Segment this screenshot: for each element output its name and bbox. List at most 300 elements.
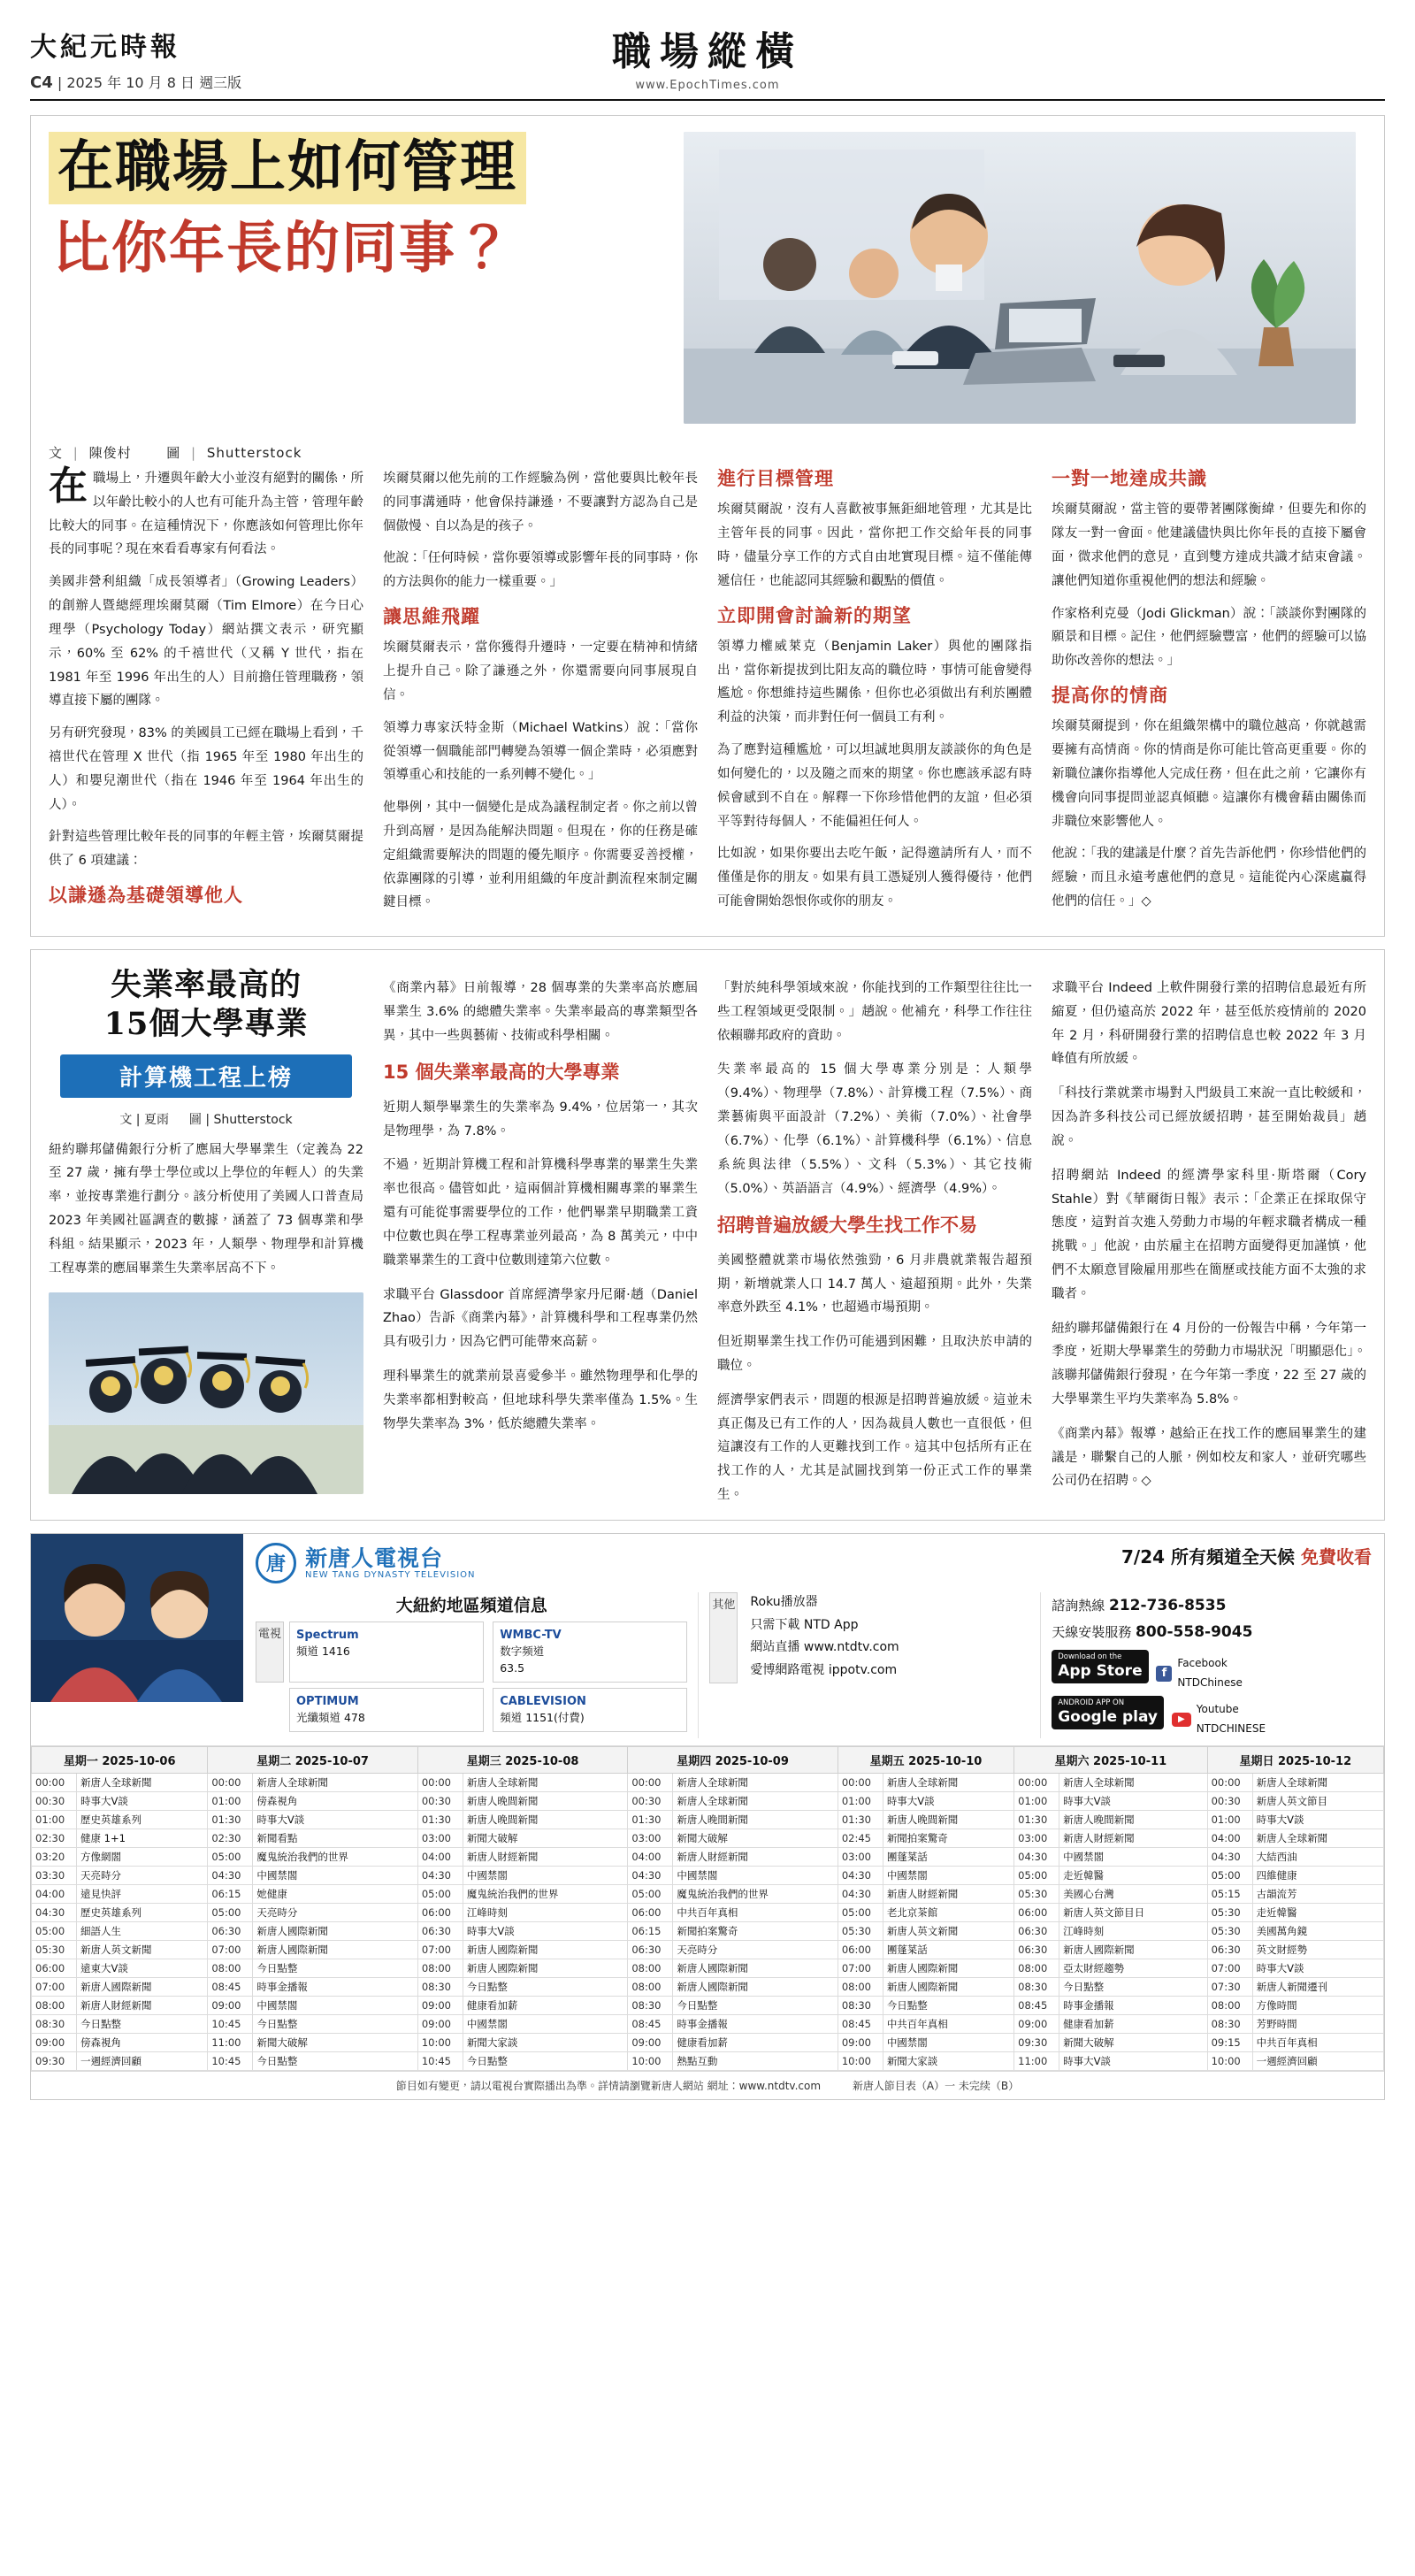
schedule-time: 09:15 bbox=[1207, 2034, 1252, 2052]
masthead-left bbox=[30, 34, 322, 92]
publication-logo: 大紀元時報 bbox=[30, 32, 180, 63]
schedule-day-header: 星期一 2025-10-06 bbox=[32, 1747, 208, 1774]
schedule-time: 10:00 bbox=[838, 2052, 883, 2071]
schedule-program: 新唐人財經新聞 bbox=[77, 1997, 208, 2015]
ad-brand-name-en: NEW TANG DYNASTY TELEVISION bbox=[305, 1570, 476, 1581]
channel-brand: OPTIMUM bbox=[296, 1694, 359, 1708]
schedule-time: 09:00 bbox=[417, 2015, 463, 2034]
schedule-time: 01:00 bbox=[208, 1792, 253, 1811]
schedule-time: 08:00 bbox=[838, 1978, 883, 1997]
schedule-program: 新唐人英文新聞 bbox=[77, 1941, 208, 1959]
schedule-time: 00:00 bbox=[628, 1774, 673, 1792]
paragraph: 但近期畢業生找工作仍可能遇到困難，且取決於申請的職位。 bbox=[717, 1335, 1032, 1373]
paragraph: 領導力權威萊克（Benjamin Laker）與他的團隊指出，當你新提拔到比阳友高的職位時，事情可能會變得尷尬。你想維持這些關係，但你也必須做出有利於團體利益的決策，而非對任何一個員工有利。 bbox=[717, 639, 1032, 725]
channel-line-2: 63.5 bbox=[500, 1661, 525, 1675]
ad-other-line: 只需下載 NTD App bbox=[750, 1617, 859, 1632]
schedule-time: 01:00 bbox=[1207, 1811, 1252, 1829]
schedule-row bbox=[32, 1959, 1384, 1978]
lead-paragraph bbox=[49, 464, 363, 562]
schedule-program: 一週經濟回顧 bbox=[77, 2052, 208, 2071]
ad-channels-title: 大紐約地區頻道信息 bbox=[395, 1595, 547, 1615]
ad-tagline-highlight: 免費收看 bbox=[1301, 1545, 1372, 1568]
schedule-time: 06:30 bbox=[1014, 1941, 1059, 1959]
schedule-program: 今日點整 bbox=[883, 1997, 1013, 2015]
schedule-time: 09:30 bbox=[32, 2052, 77, 2071]
lead-text: 職場上，升遷與年齡大小並沒有絕對的關係，所以年齡比較小的人也有可能升為主管，管理年齡比較大的同事。在這種情況下，你應該如何管理比你年長的同事呢？現在來看看專家有何看法。 bbox=[49, 472, 363, 557]
schedule-time: 06:00 bbox=[32, 1959, 77, 1978]
graduates-photo-illustration bbox=[49, 1292, 363, 1494]
schedule-time: 09:00 bbox=[1014, 2015, 1059, 2034]
schedule-time: 08:00 bbox=[1207, 1997, 1252, 2015]
schedule-program: 新唐人財經新聞 bbox=[463, 1848, 627, 1867]
schedule-time: 03:00 bbox=[628, 1829, 673, 1848]
schedule-program: 今日點整 bbox=[253, 2052, 417, 2071]
schedule-row bbox=[32, 1848, 1384, 1867]
paragraph: 求職平台 Indeed 上軟件開發行業的招聘信息最近有所縮夏，但仍遠高於 2022 年，甚至低於疫情前的 2020 年 2 月，科研開發行業的招聘信息也較 2022 年 3 月峰值有所放緩。 bbox=[1052, 981, 1366, 1067]
schedule-program: 天亮時分 bbox=[673, 1941, 838, 1959]
schedule-program: 今日點整 bbox=[463, 1978, 627, 1997]
schedule-program: 新唐人全球新聞 bbox=[673, 1774, 838, 1792]
masthead-meta: C4 | 2025 年 10 月 8 日 週三版 bbox=[30, 73, 242, 92]
schedule-program: 新唐人國際新聞 bbox=[253, 1941, 417, 1959]
hero-photo-illustration bbox=[684, 132, 1356, 424]
schedule-time: 08:30 bbox=[32, 2015, 77, 2034]
schedule-time: 00:30 bbox=[628, 1792, 673, 1811]
schedule-program: 健康看加薪 bbox=[463, 1997, 627, 2015]
schedule-program: 新聞大家談 bbox=[463, 2034, 627, 2052]
page-number: C4 bbox=[30, 73, 53, 92]
section-heading: 以謙遜為基礎領導他人 bbox=[49, 885, 243, 906]
schedule-row bbox=[32, 1792, 1384, 1811]
schedule-time: 06:30 bbox=[1207, 1941, 1252, 1959]
secondary-article bbox=[30, 949, 1385, 1521]
schedule-time: 01:30 bbox=[838, 1811, 883, 1829]
schedule-time: 05:00 bbox=[1207, 1867, 1252, 1885]
schedule-time: 05:00 bbox=[208, 1848, 253, 1867]
schedule-program: 新聞大破解 bbox=[673, 1829, 838, 1848]
schedule-program: 歷史英雄系列 bbox=[77, 1904, 208, 1922]
article-byline: 文 | 陳俊村 圖 | Shutterstock bbox=[49, 445, 302, 461]
schedule-time: 05:00 bbox=[838, 1904, 883, 1922]
headline-line-1: 在職場上如何管理 bbox=[57, 134, 517, 199]
schedule-time: 04:00 bbox=[417, 1848, 463, 1867]
schedule-time: 04:30 bbox=[417, 1867, 463, 1885]
schedule-time: 03:00 bbox=[838, 1848, 883, 1867]
schedule-time: 05:00 bbox=[417, 1885, 463, 1904]
facebook-icon: f bbox=[1156, 1666, 1172, 1682]
schedule-program: 古韻流芳 bbox=[1252, 1885, 1383, 1904]
ad-top-section bbox=[31, 1534, 1384, 1747]
schedule-time: 07:00 bbox=[1207, 1959, 1252, 1978]
schedule-program: 中國禁閣 bbox=[253, 1997, 417, 2015]
schedule-time: 08:00 bbox=[32, 1997, 77, 2015]
schedule-program: 遠東大V談 bbox=[77, 1959, 208, 1978]
paragraph: 作家格利克曼（Jodi Glickman）說：「談談你對團隊的願景和目標。記住，他們經驗豐富，他們的經驗可以協助你改善你的想法。」 bbox=[1052, 606, 1366, 669]
schedule-time: 09:00 bbox=[628, 2034, 673, 2052]
schedule-program: 新唐人全球新聞 bbox=[253, 1774, 417, 1792]
ad-footer bbox=[31, 2071, 1384, 2099]
schedule-program: 江峰時刻 bbox=[463, 1904, 627, 1922]
schedule-program: 方像時間 bbox=[1252, 1997, 1383, 2015]
byline-image-credit: Shutterstock bbox=[206, 445, 302, 461]
schedule-program: 新唐人全球新聞 bbox=[1252, 1774, 1383, 1792]
schedule-program: 新唐人晚間新聞 bbox=[463, 1811, 627, 1829]
headline-text bbox=[49, 132, 668, 424]
schedule-time: 03:00 bbox=[417, 1829, 463, 1848]
schedule-time: 06:00 bbox=[628, 1904, 673, 1922]
schedule-time: 08:30 bbox=[628, 1997, 673, 2015]
channel-line-1: 頻道 1416 bbox=[296, 1644, 350, 1659]
schedule-program: 新聞大破解 bbox=[1059, 2034, 1207, 2052]
schedule-program: 魔鬼統治我們的世界 bbox=[673, 1885, 838, 1904]
schedule-program: 她健康 bbox=[253, 1885, 417, 1904]
schedule-time: 03:30 bbox=[32, 1867, 77, 1885]
schedule-time: 07:30 bbox=[1207, 1978, 1252, 1997]
section-heading: 提高你的情商 bbox=[1052, 684, 1168, 706]
schedule-time: 07:00 bbox=[417, 1941, 463, 1959]
schedule-program: 走近韓醫 bbox=[1059, 1867, 1207, 1885]
schedule-time: 00:00 bbox=[417, 1774, 463, 1792]
schedule-time: 07:00 bbox=[32, 1978, 77, 1997]
schedule-time: 08:30 bbox=[838, 1997, 883, 2015]
issue-date: 2025 年 10 月 8 日 週三版 bbox=[66, 74, 242, 91]
schedule-time: 05:30 bbox=[838, 1922, 883, 1941]
schedule-program: 時事金播報 bbox=[253, 1978, 417, 1997]
paragraph: 失業率最高的 15 個大學專業分別是：人類學（9.4%）、物理學（7.8%）、計算機工程（7.5%）、商業藝術與平面設計（7.2%）、美術（7.0%）、社會學（6.7%）、化學（6.1%）、計算機科學（6.1%）、信息系統與法律（5.5%）、文科（5.3%）、其它技術（5.0%）、英語語言（4.9%）、經濟學（4.9%）。 bbox=[717, 1062, 1032, 1196]
paragraph: 「科技行業就業市場對入門級員工來說一直比較緩和，因為許多科技公司已經放緩招聘，甚至開始裁員」趙說。 bbox=[1052, 1086, 1366, 1148]
schedule-program: 今日點整 bbox=[1059, 1978, 1207, 1997]
paragraph: 他說：「我的建議是什麼？首先告訴他們，你珍惜他們的經驗，而且永遠考慮他們的意見。這能從內心深處贏得他們的信任。」◇ bbox=[1052, 847, 1366, 908]
headline-block bbox=[49, 132, 1366, 424]
schedule-time: 05:15 bbox=[1207, 1885, 1252, 1904]
schedule-time: 04:00 bbox=[1207, 1829, 1252, 1848]
ad-brand bbox=[256, 1543, 1372, 1583]
paragraph: 埃爾莫爾說，沒有人喜歡被事無鉅細地管理，尤其是比主管年長的同事。因此，當你把工作交給年長的同事時，儘量分享工作的方式自由地實現目標。這不僅能傳遞信任，也能認同其經驗和觀點的價值。 bbox=[717, 502, 1032, 588]
hotline-number[interactable]: 212-736-8535 bbox=[1109, 1596, 1227, 1614]
headline-line-2: 比你年長的同事？ bbox=[54, 215, 514, 281]
section-heading: 立即開會討論新的期望 bbox=[717, 604, 912, 626]
schedule-program: 大結西油 bbox=[1252, 1848, 1383, 1867]
schedule-program: 新聞大家談 bbox=[883, 2052, 1013, 2071]
schedule-time: 09:00 bbox=[32, 2034, 77, 2052]
schedule-row bbox=[32, 1829, 1384, 1848]
schedule-program: 新聞大破解 bbox=[463, 1829, 627, 1848]
schedule-time: 05:30 bbox=[32, 1941, 77, 1959]
schedule-time: 01:30 bbox=[1014, 1811, 1059, 1829]
schedule-program: 中國禁閣 bbox=[883, 1867, 1013, 1885]
schedule-program: 一週經濟回顧 bbox=[1252, 2052, 1383, 2071]
schedule-row bbox=[32, 2015, 1384, 2034]
schedule-program: 今日點整 bbox=[463, 2052, 627, 2071]
ntd-advertisement bbox=[30, 1533, 1385, 2101]
paragraph: 為了應對這種尷尬，可以坦誠地與朋友談談你的角色是如何變化的，以及隨之而來的期望。你也應該承認有時候會感到不自在。解釋一下你珍惜他們的友誼，但必須平等對待每個人，不能偏袒任何人。 bbox=[717, 743, 1032, 829]
schedule-program: 天亮時分 bbox=[77, 1867, 208, 1885]
ad-anchors-photo bbox=[31, 1534, 243, 1702]
ad-anchors-illustration bbox=[31, 1534, 243, 1702]
app-store-small: Download on the bbox=[1058, 1652, 1122, 1662]
schedule-program: 新唐人國際新聞 bbox=[253, 1922, 417, 1941]
schedule-program: 傍森視角 bbox=[77, 2034, 208, 2052]
schedule-time: 00:30 bbox=[32, 1792, 77, 1811]
ad-other-block bbox=[698, 1592, 1029, 1739]
ad-footer-right: 新唐人節目表（A）一 未完续（B） bbox=[852, 2080, 1020, 2093]
schedule-row bbox=[32, 2052, 1384, 2071]
schedule-time: 01:30 bbox=[628, 1811, 673, 1829]
secondary-headline-line-2: 15個大學專業 bbox=[103, 1005, 309, 1042]
paragraph: 他舉例，其中一個變化是成為議程制定者。你之前以曾升到高層，是因為能解決問題。但現在，你的任務是確定組織需要解決的問題的優先順序。你需要妥善授權，依靠團隊的引導，並利用組織的年度計劃流程來制定關鍵目標。 bbox=[383, 801, 698, 910]
schedule-program: 新唐人國際新聞 bbox=[77, 1978, 208, 1997]
schedule-day-header: 星期二 2025-10-07 bbox=[208, 1747, 417, 1774]
schedule-time: 01:30 bbox=[208, 1811, 253, 1829]
section-heading: 進行目標管理 bbox=[717, 468, 834, 489]
schedule-program: 芳野時間 bbox=[1252, 2015, 1383, 2034]
schedule-time: 08:00 bbox=[208, 1959, 253, 1978]
schedule-time: 06:30 bbox=[208, 1922, 253, 1941]
schedule-time: 00:00 bbox=[208, 1774, 253, 1792]
paragraph: 埃爾莫爾表示，當你獲得升遷時，一定要在精神和情緒上提升自己。除了謙遜之外，你還需要向同事展現自信。 bbox=[383, 640, 698, 702]
schedule-time: 04:30 bbox=[208, 1867, 253, 1885]
schedule-time: 10:00 bbox=[417, 2034, 463, 2052]
schedule-program: 新聞拍案驚奇 bbox=[883, 1829, 1013, 1848]
paragraph: 美國整體就業市場依然強勁，6 月非農就業報告超預期，新增就業人口 14.7 萬人、遠超預期。此外，失業率意外跌至 4.1%，也超過市場預期。 bbox=[717, 1253, 1032, 1315]
schedule-program: 魔鬼統治我們的世界 bbox=[253, 1848, 417, 1867]
paragraph: 求職平台 Glassdoor 首席經濟學家丹尼爾·趙（Daniel Zhao）告訴《商業內幕》，計算機科學和工程專業仍然具有吸引力，因為它們可能帶來高薪。 bbox=[383, 1287, 698, 1350]
schedule-program: 中共百年真相 bbox=[1252, 2034, 1383, 2052]
schedule-time: 01:00 bbox=[32, 1811, 77, 1829]
ad-channels-row bbox=[256, 1622, 687, 1683]
ntd-logo-icon: 唐 bbox=[256, 1543, 296, 1583]
paragraph: 埃爾莫爾提到，你在組織架構中的職位越高，你就越需要擁有高情商。你的情商是你可能比管高更重要。你的新職位讓你指導他人完成任務，但在此之前，它讓你有機會向同事提問並認真傾聽。這讓你有機會藉由關係而非職位來影響他人。 bbox=[1052, 719, 1366, 829]
schedule-time: 06:30 bbox=[417, 1922, 463, 1941]
schedule-program: 新唐人國際新聞 bbox=[883, 1978, 1013, 1997]
schedule-time: 08:45 bbox=[1014, 1997, 1059, 2015]
channel-line-1: 数字频道 bbox=[500, 1644, 545, 1659]
schedule-time: 00:00 bbox=[32, 1774, 77, 1792]
ad-channels-block bbox=[256, 1592, 687, 1739]
article-body-columns bbox=[49, 464, 1366, 922]
section-heading: 15 個失業率最高的大學專業 bbox=[383, 1062, 620, 1084]
schedule-time: 09:00 bbox=[417, 1997, 463, 2015]
schedule-program: 健康看加薪 bbox=[1059, 2015, 1207, 2034]
schedule-program: 新唐人晚間新聞 bbox=[673, 1811, 838, 1829]
ad-tagline bbox=[1121, 1543, 1372, 1568]
schedule-program: 中國禁閣 bbox=[1059, 1848, 1207, 1867]
youtube-handle: NTDCHINESE bbox=[1196, 1721, 1266, 1735]
schedule-row bbox=[32, 1997, 1384, 2015]
byline-author: 陳俊村 bbox=[88, 445, 132, 461]
schedule-time: 06:30 bbox=[628, 1941, 673, 1959]
schedule-program: 傍森視角 bbox=[253, 1792, 417, 1811]
schedule-program: 團蓬菜話 bbox=[883, 1941, 1013, 1959]
install-label: 天線安裝服務 bbox=[1052, 1624, 1132, 1641]
byline-author-label: 文 bbox=[119, 1112, 133, 1127]
schedule-time: 05:00 bbox=[628, 1885, 673, 1904]
schedule-program: 新唐人財經新聞 bbox=[1059, 1829, 1207, 1848]
schedule-time: 06:30 bbox=[1014, 1922, 1059, 1941]
schedule-program: 中國禁閣 bbox=[883, 2034, 1013, 2052]
paragraph: 美國非營利組織「成長領導者」（Growing Leaders）的創辦人暨總經理埃爾莫爾（Tim Elmore）在今日心理學（Psychology Today）網站撰文表示，研究顯示，60% 至 62% 的千禧世代（又稱 Y 世代，指在 1981 年至 1996 年出生的人）目前擔任管理職務，領導直接下屬的團隊。 bbox=[49, 575, 363, 709]
paragraph: 領導力專家沃特金斯（Michael Watkins）說：「當你從領導一個職能部門轉變為領導一個企業時，必須應對領導重心和技能的一系列轉不變化。」 bbox=[383, 720, 698, 783]
secondary-lead-body bbox=[49, 1138, 363, 1281]
schedule-time: 08:45 bbox=[208, 1978, 253, 1997]
schedule-time: 10:45 bbox=[417, 2052, 463, 2071]
channel-card bbox=[493, 1688, 687, 1732]
schedule-program: 新唐人財經新聞 bbox=[883, 1885, 1013, 1904]
google-play-label: Google play bbox=[1058, 1707, 1159, 1726]
schedule-time: 04:00 bbox=[628, 1848, 673, 1867]
schedule-program: 老北京茶館 bbox=[883, 1904, 1013, 1922]
schedule-program: 中共百年真相 bbox=[883, 2015, 1013, 2034]
schedule-time: 02:30 bbox=[208, 1829, 253, 1848]
facebook-handle: NTDChinese bbox=[1177, 1675, 1243, 1689]
paragraph: 另有研究發現，83% 的美國員工已經在職場上看到，千禧世代在管理 X 世代（指 1965 年至 1980 年出生的人）和嬰兒潮世代（指在 1946 年至 1964 年出生的人）。 bbox=[49, 726, 363, 812]
schedule-time: 05:00 bbox=[32, 1922, 77, 1941]
ad-channel-boxes-2 bbox=[289, 1688, 687, 1732]
schedule-program: 走近韓醫 bbox=[1252, 1904, 1383, 1922]
paragraph: 紐約聯邦儲備銀行分析了應屆大學畢業生（定義為 22 至 27 歲，擁有學士學位或以上學位的年輕人）的失業率，並按專業進行劃分。該分析使用了美國人口普查局 2023 年美國社區調查的數據，涵蓋了 73 個專業和學科組。結果顯示，2023 年，人類學、物理學和計算機工程專業的應屆畢業生失業率居高不下。 bbox=[49, 1142, 363, 1276]
schedule-time: 03:00 bbox=[1014, 1829, 1059, 1848]
schedule-time: 03:20 bbox=[32, 1848, 77, 1867]
schedule-time: 08:00 bbox=[417, 1959, 463, 1978]
schedule-program: 新唐人晚間新聞 bbox=[463, 1792, 627, 1811]
schedule-time: 04:30 bbox=[838, 1885, 883, 1904]
channel-brand: CABLEVISION bbox=[500, 1694, 586, 1708]
schedule-time: 08:00 bbox=[628, 1978, 673, 1997]
schedule-time: 00:00 bbox=[1207, 1774, 1252, 1792]
tv-schedule-table bbox=[31, 1746, 1384, 2071]
schedule-program: 新唐人財經新聞 bbox=[673, 1848, 838, 1867]
schedule-day-header: 星期三 2025-10-08 bbox=[417, 1747, 627, 1774]
schedule-time: 05:00 bbox=[1014, 1867, 1059, 1885]
paragraph: 針對這些管理比較年長的同事的年輕主管，埃爾莫爾提供了 6 項建議： bbox=[49, 830, 363, 869]
byline-image-label: 圖 bbox=[166, 445, 181, 461]
schedule-program: 美國萬角鏡 bbox=[1252, 1922, 1383, 1941]
schedule-program: 時事大V談 bbox=[1252, 1811, 1383, 1829]
paragraph: 「對於純科學領域來說，你能找到的工作類型往往比一些工程領域更受限制。」趙說。他補充，科學工作往往依賴聯邦政府的資助。 bbox=[717, 981, 1032, 1043]
schedule-time: 09:30 bbox=[1014, 2034, 1059, 2052]
schedule-time: 07:00 bbox=[838, 1959, 883, 1978]
drop-cap: 在 bbox=[49, 464, 88, 509]
schedule-time: 02:45 bbox=[838, 1829, 883, 1848]
schedule-time: 01:00 bbox=[1014, 1792, 1059, 1811]
schedule-program: 新唐人英文節目日 bbox=[1059, 1904, 1207, 1922]
schedule-time: 11:00 bbox=[1014, 2052, 1059, 2071]
schedule-row bbox=[32, 1867, 1384, 1885]
ad-other-line: Roku播放器 bbox=[750, 1594, 818, 1609]
schedule-program: 時事大V談 bbox=[253, 1811, 417, 1829]
schedule-program: 新聞看點 bbox=[253, 1829, 417, 1848]
app-store-button[interactable] bbox=[1052, 1650, 1148, 1683]
schedule-program: 健康看加薪 bbox=[673, 2034, 838, 2052]
ad-footer-note: 節目如有變更，請以電視台實際播出為準。詳情請瀏覽新唐人網站 網址：www.ntdtv.com bbox=[395, 2080, 822, 2093]
google-play-button[interactable] bbox=[1052, 1696, 1164, 1729]
schedule-time: 08:30 bbox=[1207, 2015, 1252, 2034]
schedule-program: 今日點整 bbox=[673, 1997, 838, 2015]
schedule-program: 細語人生 bbox=[77, 1922, 208, 1941]
schedule-program: 遠見快評 bbox=[77, 1885, 208, 1904]
paragraph: 紐約聯邦儲備銀行在 4 月份的一份報告中稱，今年第一季度，近期大學畢業生的勞動力市場狀況「明顯惡化」。該聯邦儲備銀行發現，在今年第一季度，22 至 27 歲的大學畢業生平均失業率為 5.8%。 bbox=[1052, 1321, 1366, 1407]
schedule-row bbox=[32, 1978, 1384, 1997]
schedule-program: 健康 1+1 bbox=[77, 1829, 208, 1848]
paragraph: 近期人類學畢業生的失業率為 9.4%，位居第一，其次是物理學，為 7.8%。 bbox=[383, 1100, 698, 1138]
hotline-label: 諮詢熱線 bbox=[1052, 1597, 1105, 1614]
schedule-time: 05:00 bbox=[208, 1904, 253, 1922]
ad-content-grid bbox=[256, 1592, 1372, 1739]
schedule-program: 英文財經勢 bbox=[1252, 1941, 1383, 1959]
schedule-program: 江峰時刻 bbox=[1059, 1922, 1207, 1941]
section-heading: 讓思維飛躍 bbox=[383, 606, 480, 628]
schedule-time: 11:00 bbox=[208, 2034, 253, 2052]
youtube-label: Youtube bbox=[1196, 1703, 1239, 1716]
schedule-time: 04:30 bbox=[1014, 1848, 1059, 1867]
masthead bbox=[30, 25, 1385, 101]
ad-brand-name-cn: 新唐人電視台 bbox=[305, 1545, 444, 1571]
schedule-program: 今日點整 bbox=[253, 1959, 417, 1978]
schedule-program: 新唐人國際新聞 bbox=[1059, 1941, 1207, 1959]
schedule-program: 時事大V談 bbox=[463, 1922, 627, 1941]
schedule-program: 中共百年真相 bbox=[673, 1904, 838, 1922]
schedule-row bbox=[32, 1885, 1384, 1904]
schedule-row bbox=[32, 1922, 1384, 1941]
hero-photo bbox=[684, 132, 1356, 424]
schedule-day-header: 星期六 2025-10-11 bbox=[1014, 1747, 1207, 1774]
schedule-program: 天亮時分 bbox=[253, 1904, 417, 1922]
schedule-time: 08:30 bbox=[417, 1978, 463, 1997]
schedule-program: 今日點整 bbox=[77, 2015, 208, 2034]
paragraph: 理科畢業生的就業前景喜愛參半。雖然物理學和化學的失業率都相對較高，但地球科學失業率僅為 1.5%。生物學失業率為 3%，低於總體失業率。 bbox=[383, 1368, 698, 1431]
paragraph: 招聘網站 Indeed 的經濟學家科里·斯塔爾（Cory Stahle）對《華爾街日報》表示：「企業正在採取保守態度，這對首次進入勞動力市場的年輕求職者構成一種挑戰。」他說，由於雇主在招聘方面變得更加謹慎，他們不太願意冒險雇用那些在簡歷或技能方面不太強的求職者。 bbox=[1052, 1168, 1366, 1301]
schedule-program: 中國禁閣 bbox=[463, 2015, 627, 2034]
schedule-time: 00:30 bbox=[1207, 1792, 1252, 1811]
schedule-time: 04:30 bbox=[32, 1904, 77, 1922]
secondary-article-col-2 bbox=[383, 966, 698, 1507]
secondary-article-col-1 bbox=[49, 966, 363, 1507]
schedule-day-header: 星期四 2025-10-09 bbox=[628, 1747, 838, 1774]
schedule-program: 亞太財經趨勢 bbox=[1059, 1959, 1207, 1978]
schedule-program: 新唐人英文節目 bbox=[1252, 1792, 1383, 1811]
schedule-program: 新唐人英文新聞 bbox=[883, 1922, 1013, 1941]
paragraph: 比如說，如果你要出去吃午飯，記得邀請所有人，而不僅僅是你的朋友。如果有員工憑疑別人獲得優待，他們可能會開始怨恨你或你的朋友。 bbox=[717, 847, 1032, 908]
schedule-time: 08:30 bbox=[1014, 1978, 1059, 1997]
paragraph: 《商業內幕》日前報導，28 個專業的失業率高於應屆畢業生 3.6% 的總體失業率。失業率最高的專業類型各異，其中一些與藝術、技術或科學相關。 bbox=[383, 981, 698, 1043]
schedule-time: 08:00 bbox=[628, 1959, 673, 1978]
schedule-program: 新唐人國際新聞 bbox=[883, 1959, 1013, 1978]
install-number[interactable]: 800-558-9045 bbox=[1136, 1623, 1253, 1642]
schedule-time: 05:30 bbox=[1207, 1904, 1252, 1922]
schedule-row bbox=[32, 2034, 1384, 2052]
schedule-time: 10:00 bbox=[628, 2052, 673, 2071]
ad-channels-row-2 bbox=[256, 1688, 687, 1732]
schedule-program: 魔鬼統治我們的世界 bbox=[463, 1885, 627, 1904]
schedule-time: 04:30 bbox=[1207, 1848, 1252, 1867]
schedule-time: 05:30 bbox=[1207, 1922, 1252, 1941]
byline-author-label: 文 bbox=[49, 445, 64, 461]
schedule-time: 00:00 bbox=[1014, 1774, 1059, 1792]
schedule-program: 新聞拍案驚奇 bbox=[673, 1922, 838, 1941]
channel-brand: Spectrum bbox=[296, 1628, 359, 1642]
schedule-day-header: 星期五 2025-10-10 bbox=[838, 1747, 1013, 1774]
schedule-time: 08:00 bbox=[1014, 1959, 1059, 1978]
schedule-program: 新唐人全球新聞 bbox=[883, 1774, 1013, 1792]
schedule-time: 06:00 bbox=[1014, 1904, 1059, 1922]
schedule-program: 四維健康 bbox=[1252, 1867, 1383, 1885]
ad-other-line: 愛博網路電視 ippotv.com bbox=[750, 1663, 898, 1678]
schedule-time: 08:45 bbox=[628, 2015, 673, 2034]
schedule-program: 團蓬菜話 bbox=[883, 1848, 1013, 1867]
paragraph: 埃爾莫爾以他先前的工作經驗為例，當他要與比較年長的同事溝通時，他會保持謙遜，不要讓對方認為自己是個傲慢、自以為是的孩子。 bbox=[383, 472, 698, 533]
schedule-program: 新唐人國際新聞 bbox=[463, 1959, 627, 1978]
ad-brand-name bbox=[305, 1546, 476, 1581]
